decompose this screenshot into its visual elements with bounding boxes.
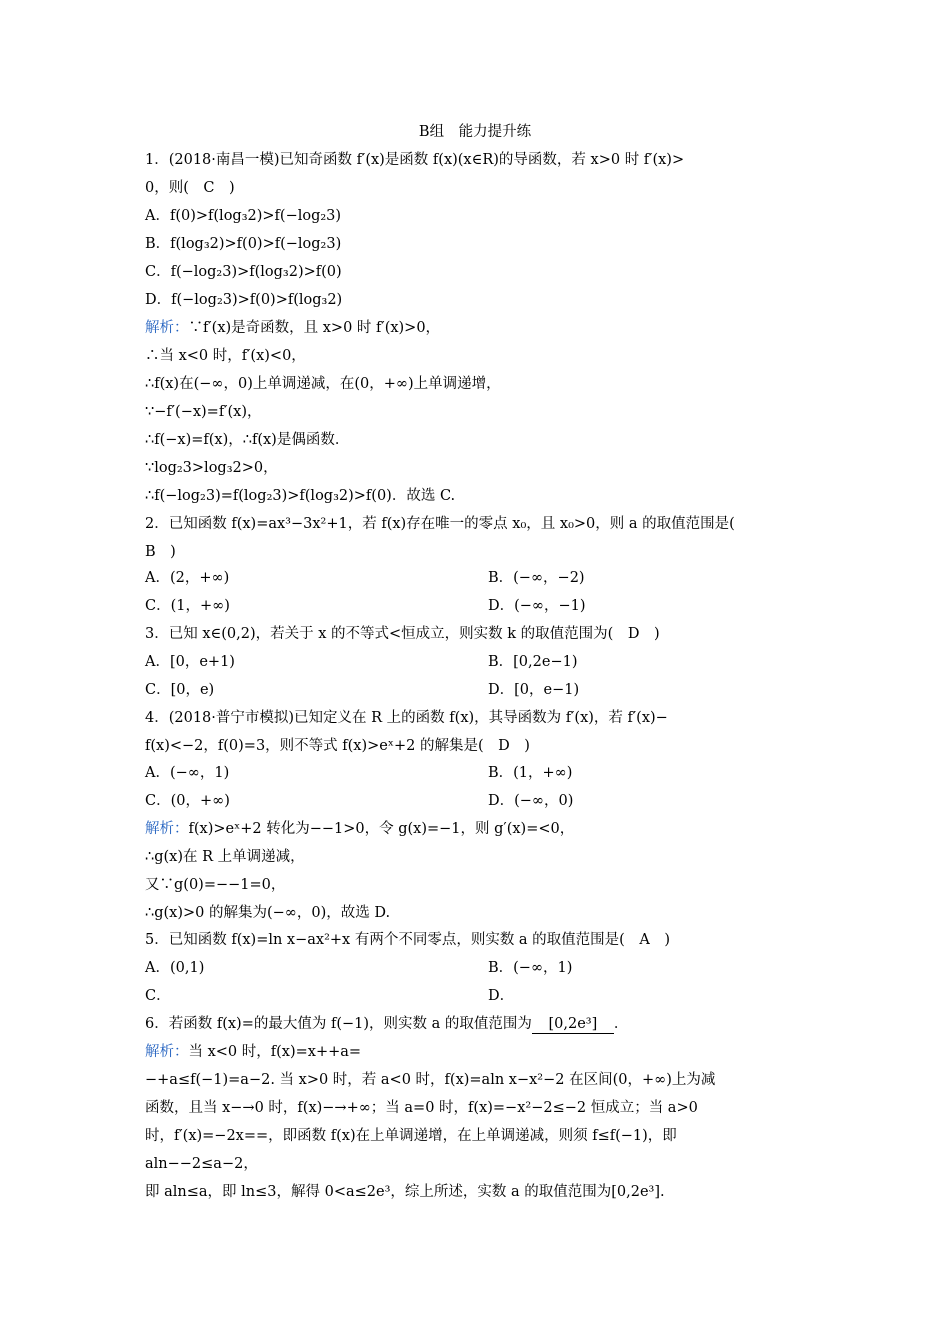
q1-option-c: C．f(−log₂3)>f(log₃2)>f(0): [145, 264, 342, 280]
q2-stem-line2: B ): [145, 544, 176, 560]
q4-stem-line2: f(x)<−2，f(0)=3，则不等式 f(x)>eˣ+2 的解集是( D ): [145, 738, 530, 754]
q6-analysis-line2: −+a≤f(−1)=a−2. 当 x>0 时，若 a<0 时，f(x)=aln x−x²−2 在区间(0，+∞)上为减: [145, 1072, 716, 1088]
q4-analysis-line4: ∴g(x)>0 的解集为(−∞，0)，故选 D.: [145, 905, 391, 921]
q2-stem-line1: 2．已知函数 f(x)=ax³−3x²+1，若 f(x)存在唯一的零点 x₀，且 x₀>0，则 a 的取值范围是(: [145, 516, 735, 532]
q1-option-b: B．f(log₃2)>f(0)>f(−log₂3): [145, 236, 342, 252]
q5-option-c: C．: [145, 988, 171, 1004]
q1-analysis-line7: ∴f(−log₂3)=f(log₂3)>f(log₃2)>f(0)．故选 C.: [145, 488, 456, 504]
q1-analysis-line5: ∴f(−x)=f(x)，∴f(x)是偶函数．: [145, 432, 350, 448]
q4-stem-line1: 4．(2018·普宁市模拟)已知定义在 R 上的函数 f(x)，其导函数为 f′(x)，若 f′(x)−: [145, 710, 668, 726]
q6-stem: 6．若函数 f(x)=的最大值为 f(−1)，则实数 a 的取值范围为 [0,2e³] ．: [145, 1016, 629, 1032]
q1-stem-line2: 0，则( C ): [145, 180, 235, 196]
q1-analysis-line3: ∴f(x)在(−∞，0)上单调递减，在(0，+∞)上单调递增，: [145, 376, 501, 392]
q6-analysis-line1: 解析：当 x<0 时，f(x)=x++a=: [145, 1044, 362, 1060]
analysis-label: 解析：: [145, 1044, 189, 1060]
q3-stem: 3．已知 x∈(0,2)，若关于 x 的不等式<恒成立，则实数 k 的取值范围为( D ): [145, 626, 660, 642]
q6-analysis-line5: aln−−2≤a−2，: [145, 1156, 258, 1172]
q5-option-b: B．(−∞，1): [488, 960, 573, 976]
q5-option-a: A．(0,1): [145, 960, 205, 976]
q4-option-d: D．(−∞，0): [488, 793, 574, 809]
q1-analysis-line6: ∵log₂3>log₃2>0，: [145, 460, 278, 476]
q6-analysis-line6: 即 aln≤a，即 ln≤3，解得 0<a≤2e³，综上所述，实数 a 的取值范围为[0,2e³].: [145, 1184, 665, 1200]
q1-analysis-line1: 解析：∵f′(x)是奇函数，且 x>0 时 f′(x)>0，: [145, 320, 441, 336]
q3-option-a: A．[0，e+1): [145, 654, 235, 670]
analysis-label: 解析：: [145, 320, 189, 336]
q5-option-d: D．: [488, 988, 515, 1004]
q4-analysis-line3: 又∵g(0)=−−1=0，: [145, 877, 286, 893]
q1-analysis-line4: ∵−f′(−x)=f′(x)，: [145, 404, 262, 420]
q6-analysis-line4: 时，f′(x)=−2x==，即函数 f(x)在上单调递增，在上单调递减，则须 f≤f(−1)，即: [145, 1128, 677, 1144]
q3-option-d: D．[0，e−1): [488, 682, 580, 698]
section-title: B组 能力提升练: [418, 124, 532, 140]
q1-analysis-line2: ∴当 x<0 时，f′(x)<0，: [145, 348, 306, 364]
q4-option-c: C．(0，+∞): [145, 793, 230, 809]
q2-option-b: B．(−∞，−2): [488, 570, 585, 586]
q6-answer-blank: [0,2e³]: [532, 1015, 614, 1034]
q4-option-a: A．(−∞，1): [145, 765, 230, 781]
q1-option-d: D．f(−log₂3)>f(0)>f(log₃2): [145, 292, 343, 308]
q3-option-b: B．[0,2e−1): [488, 654, 578, 670]
q5-stem: 5．已知函数 f(x)=ln x−ax²+x 有两个不同零点，则实数 a 的取值范围是( A ): [145, 932, 670, 948]
q2-option-c: C．(1，+∞): [145, 598, 230, 614]
q3-option-c: C．[0，e): [145, 682, 215, 698]
q2-option-d: D．(−∞，−1): [488, 598, 586, 614]
q1-stem-line1: 1．(2018·南昌一模)已知奇函数 f′(x)是函数 f(x)(x∈R)的导函数，若 x>0 时 f′(x)>: [145, 152, 685, 168]
q4-analysis-line2: ∴g(x)在 R 上单调递减，: [145, 849, 305, 865]
q6-analysis-line3: 函数，且当 x−→0 时，f(x)−→+∞；当 a=0 时，f(x)=−x²−2≤−2 恒成立；当 a>0: [145, 1100, 698, 1116]
q4-option-b: B．(1，+∞): [488, 765, 573, 781]
q2-option-a: A．(2，+∞): [145, 570, 230, 586]
q4-analysis-line1: 解析：f(x)>eˣ+2 转化为−−1>0，令 g(x)=−1，则 g′(x)=<0，: [145, 821, 575, 837]
q1-option-a: A．f(0)>f(log₃2)>f(−log₂3): [145, 208, 342, 224]
analysis-label: 解析：: [145, 821, 189, 837]
